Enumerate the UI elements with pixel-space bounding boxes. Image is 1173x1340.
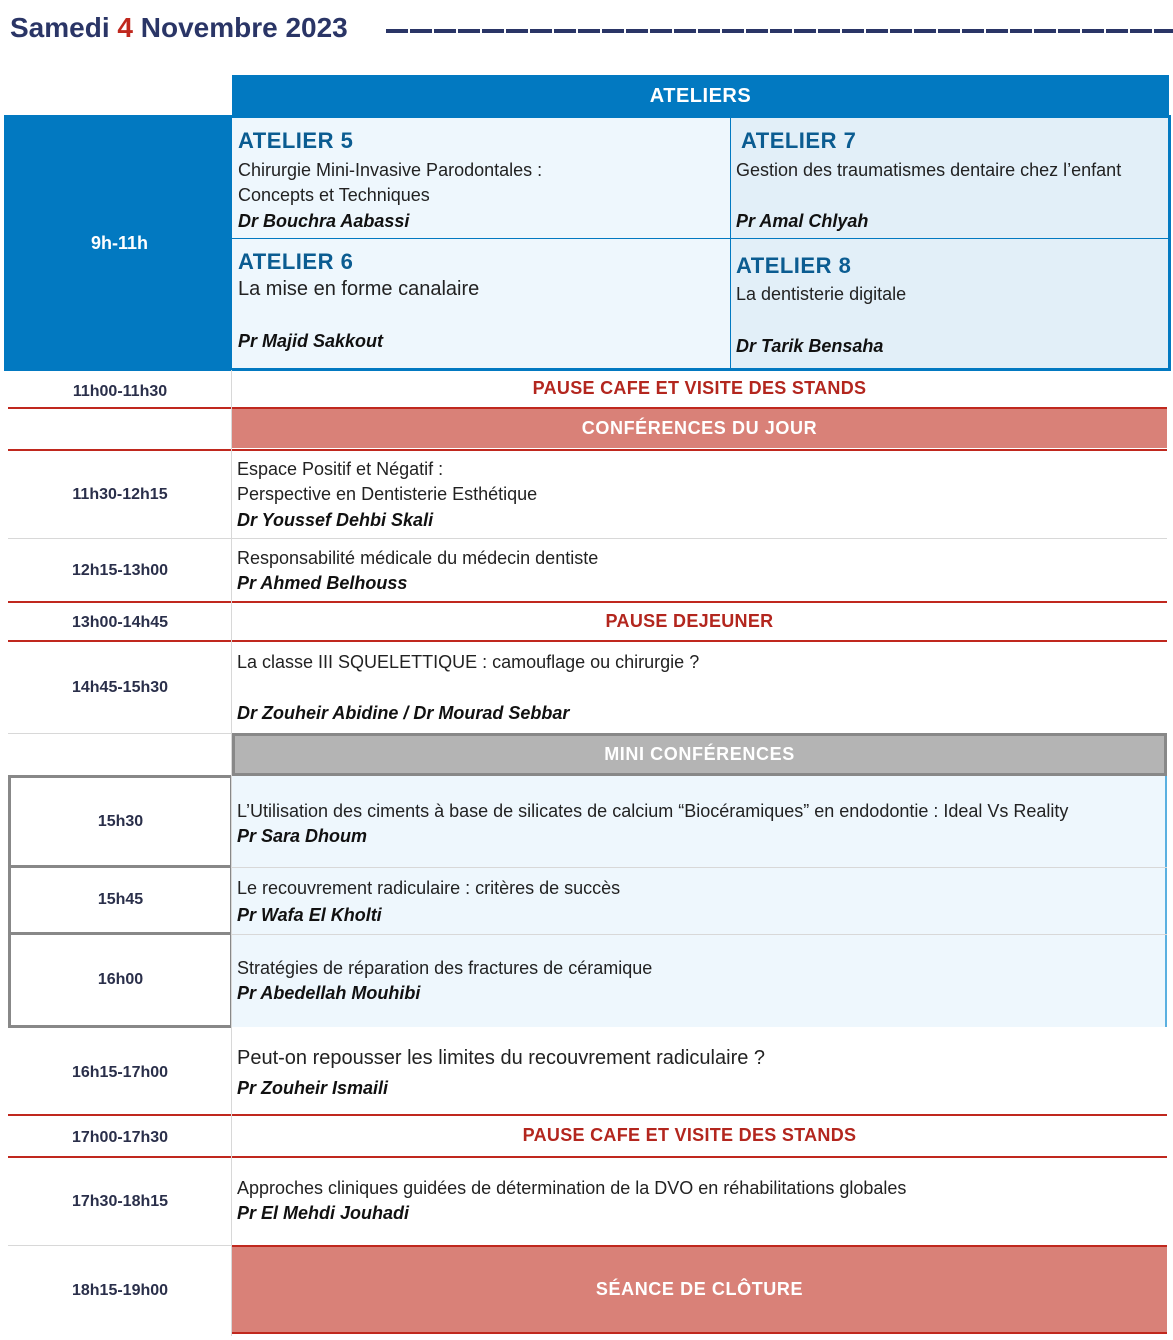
atelier-7-desc: Gestion des traumatismes dentaire chez l’enfant [736,160,1122,180]
closing-band: SÉANCE DE CLÔTURE [232,1245,1167,1334]
pause1-label: PAUSE CAFE ET VISITE DES STANDS [532,378,867,398]
page-title [10,12,348,44]
conf4-time: 16h15-17h00 [71,1063,169,1081]
conf3-time: 14h45-15h30 [71,679,169,696]
conf1-title-line2: Perspective en Dentisterie Esthétique [237,484,538,504]
atelier-8-title: ATELIER 8 [736,253,852,278]
conf1-speaker: Dr Youssef Dehbi Skali [237,510,434,530]
conf3-speaker: Dr Zouheir Abidine / Dr Mourad Sebbar [237,703,570,723]
mini2-time: 15h45 [8,868,232,935]
mini-conferences-band: MINI CONFÉRENCES [232,733,1167,776]
pause1-time: 11h00-11h30 [72,382,168,400]
atelier-6-desc: La mise en forme canalaire [238,278,480,300]
conferences-band: CONFÉRENCES DU JOUR [232,409,1167,448]
divider [8,601,1167,603]
conf5-time: 17h30-18h15 [71,1192,169,1210]
atelier-5-speaker: Dr Bouchra Aabassi [238,211,410,231]
atelier-7-title: ATELIER 7 [741,128,857,153]
lunch-time: 13h00-14h45 [71,614,169,631]
conf2-title: Responsabilité médicale du médecin dentiste [237,548,599,568]
atelier-7-speaker: Pr Amal Chlyah [736,211,869,231]
mini3-time: 16h00 [8,935,232,1028]
atelier-5-title: ATELIER 5 [238,128,354,153]
mini1-title: L’Utilisation des ciments à base de silicates de calcium “Biocéramiques” en endodontie : Ideal Vs Reality [237,801,1069,821]
ateliers-band: ATELIERS [232,75,1169,117]
atelier-7-cell [731,118,1168,238]
ateliers-time: 9h-11h [90,232,149,253]
divider [232,867,1167,868]
mini3-speaker: Pr Abedellah Mouhibi [237,983,421,1003]
mini3-title: Stratégies de réparation des fractures de céramique [237,958,653,978]
mini2-title: Le recouvrement radiculaire : critères de succès [237,878,621,898]
atelier-8-desc: La dentisterie digitale [736,284,907,304]
conf5-speaker: Pr El Mehdi Jouhadi [237,1203,410,1223]
title-day-name: Samedi [10,12,110,43]
atelier-6-cell [232,239,730,368]
title-month-year: Novembre 2023 [140,12,348,43]
divider [8,538,1167,539]
closing-time: 18h15-19h00 [71,1282,169,1299]
conf2-time: 12h15-13h00 [71,562,169,579]
atelier-5-desc-line1: Chirurgie Mini-Invasive Parodontales : [238,160,543,180]
atelier-5-cell [232,118,730,238]
atelier-8-speaker: Dr Tarik Bensaha [736,336,884,356]
conf3-title: La classe III SQUELETTIQUE : camouflage ou chirurgie ? [237,652,700,672]
conf4-speaker: Pr Zouheir Ismaili [237,1078,389,1098]
atelier-5-desc-line2: Concepts et Techniques [238,185,430,205]
conf1-time: 11h30-12h15 [72,485,168,503]
pause2-time: 17h00-17h30 [71,1129,169,1146]
divider [8,733,232,734]
conf5-title: Approches cliniques guidées de détermination de la DVO en réhabilitations globales [237,1178,907,1198]
mini1-speaker: Pr Sara Dhoum [237,826,368,846]
conf4-title: Peut-on repousser les limites du recouvrement radiculaire ? [237,1047,766,1069]
divider [232,934,1167,935]
atelier-6-title: ATELIER 6 [238,249,354,274]
atelier-6-speaker: Pr Majid Sakkout [238,331,384,351]
mini2-speaker: Pr Wafa El Kholti [237,905,382,925]
conf1-title-line1: Espace Positif et Négatif : [237,459,444,479]
title-day-number: 4 [117,12,133,43]
divider [8,1114,1167,1116]
mini1-time: 15h30 [8,775,232,868]
conf2-speaker: Pr Ahmed Belhouss [237,573,408,593]
lunch-label: PAUSE DEJEUNER [605,611,774,631]
column-divider [231,370,232,1336]
title-dash-rule [386,29,1173,33]
atelier-8-cell [731,239,1168,368]
pause2-label: PAUSE CAFE ET VISITE DES STANDS [522,1125,857,1145]
